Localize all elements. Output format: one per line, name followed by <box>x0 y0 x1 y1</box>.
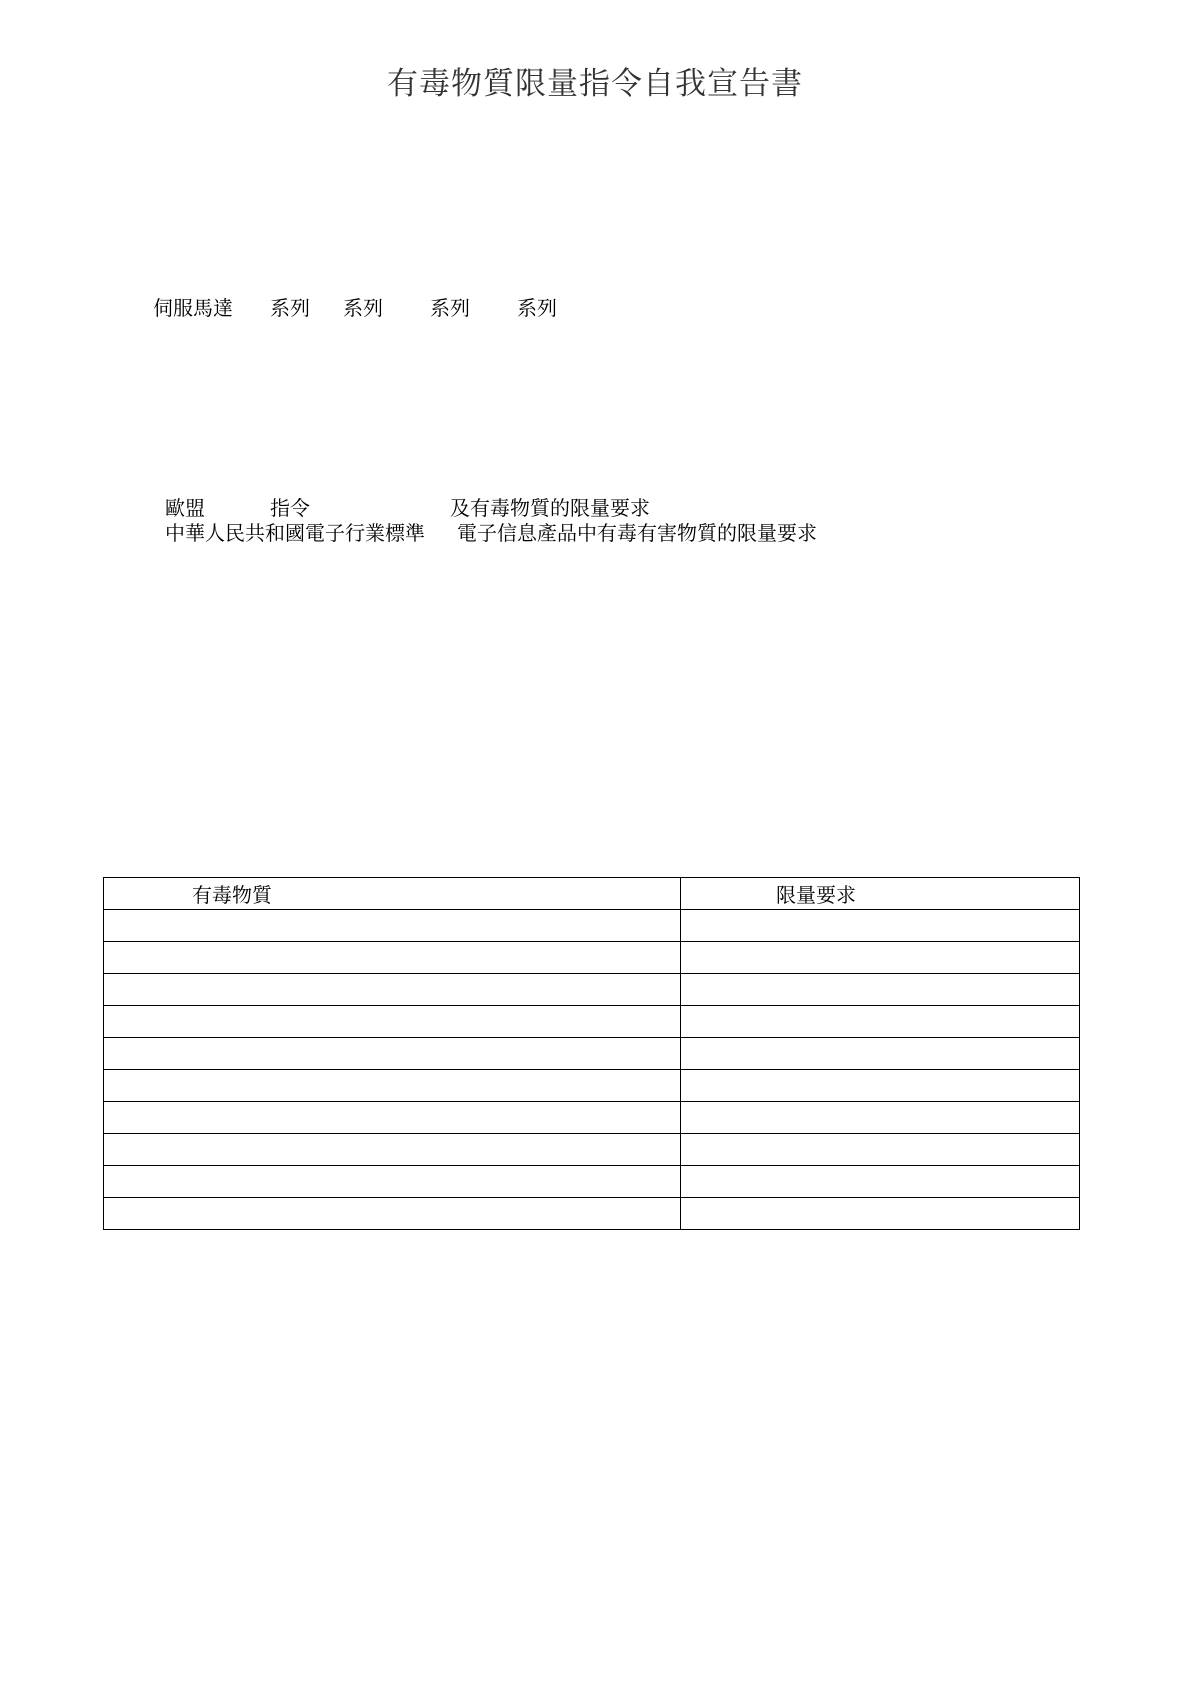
limit-cell <box>681 942 1080 974</box>
eu-directive: 指令 <box>270 496 310 520</box>
china-standard: 中華人民共和國電子行業標準 <box>165 521 425 545</box>
substance-cell <box>104 1070 681 1102</box>
table-row <box>104 1198 1080 1230</box>
table-row <box>104 910 1080 942</box>
limit-cell <box>681 1006 1080 1038</box>
header-limit: 限量要求 <box>681 878 1080 910</box>
substance-cell <box>104 910 681 942</box>
limit-cell <box>681 1070 1080 1102</box>
table-row <box>104 1166 1080 1198</box>
table-header-row <box>104 878 1080 910</box>
limit-cell <box>681 910 1080 942</box>
limit-cell <box>681 1134 1080 1166</box>
table-row <box>104 974 1080 1006</box>
table-row <box>104 1102 1080 1134</box>
limit-cell <box>681 1102 1080 1134</box>
document-title: 有毒物質限量指令自我宣告書 <box>387 66 803 102</box>
limit-cell <box>681 1038 1080 1070</box>
substance-cell <box>104 974 681 1006</box>
table-row <box>104 942 1080 974</box>
substance-cell <box>104 1038 681 1070</box>
substance-limit-table <box>103 877 1080 1230</box>
table-row <box>104 1070 1080 1102</box>
substance-cell <box>104 1102 681 1134</box>
series-label: 系列 <box>517 296 557 320</box>
china-requirement: 電子信息產品中有毒有害物質的限量要求 <box>457 521 817 545</box>
substance-cell <box>104 1198 681 1230</box>
table-row <box>104 1006 1080 1038</box>
limit-cell <box>681 1166 1080 1198</box>
eu-region: 歐盟 <box>165 496 205 520</box>
substance-cell <box>104 1134 681 1166</box>
product-name: 伺服馬達 <box>153 296 233 320</box>
table-row <box>104 1134 1080 1166</box>
table-row <box>104 1038 1080 1070</box>
eu-requirement: 及有毒物質的限量要求 <box>450 496 650 520</box>
series-label: 系列 <box>430 296 470 320</box>
substance-cell <box>104 942 681 974</box>
limit-cell <box>681 974 1080 1006</box>
header-substance: 有毒物質 <box>104 878 681 910</box>
substance-cell <box>104 1166 681 1198</box>
substance-cell <box>104 1006 681 1038</box>
series-label: 系列 <box>270 296 310 320</box>
limit-cell <box>681 1198 1080 1230</box>
series-label: 系列 <box>343 296 383 320</box>
